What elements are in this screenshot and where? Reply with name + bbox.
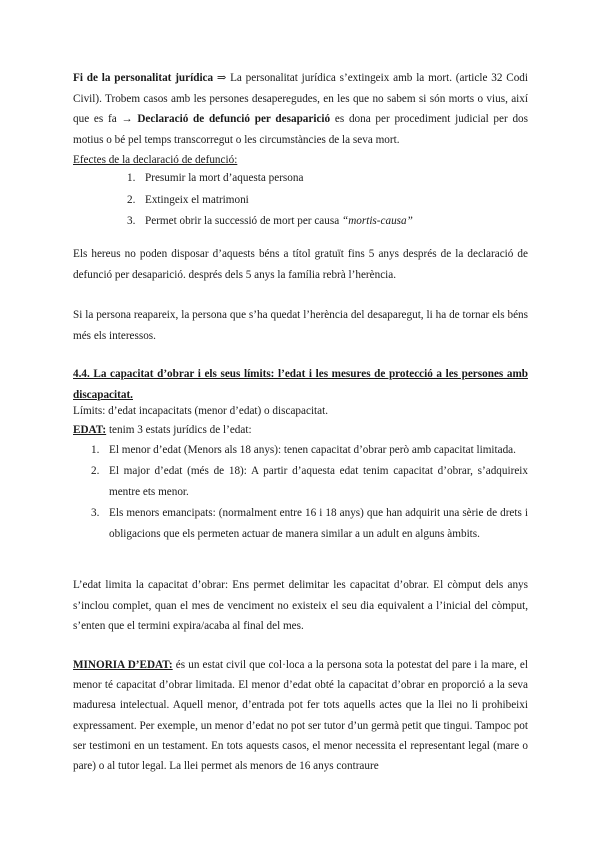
effects-list (127, 168, 535, 233)
edat-limita-paragraph: L’edat limita la capacitat d’obrar: Ens permet delimitar les capacitat d’obrar. El còmput dels anys s’inclou complet, quan el mes de venciment no existeix el seu dia equivalent a l’inicial del còmput, s’enten que el termini expira/acaba al final del mes. (73, 579, 528, 632)
minoria-label: MINORIA D’EDAT: (73, 659, 173, 671)
list-item: 1. El menor d’edat (Menors als 18 anys): tenen capacitat d’obrar però amb capacitat limitada. (91, 444, 516, 456)
list-item: 2. El major d’edat (més de 18): A partir d’aquesta edat tenim capacitat d’obrar, s’adquireix mentre ets menor. (91, 465, 528, 498)
minoria-paragraph (73, 655, 528, 776)
edat-label: EDAT: (73, 424, 107, 436)
effects-heading: Efectes de la declaració de defunció: (73, 154, 238, 166)
edat-text: tenim 3 estats jurídics de l’edat: (108, 424, 252, 436)
hereus-paragraph: Els hereus no poden disposar d’aquests béns a títol gratuït fins 5 anys després de la declaració de defunció per desaparició. després dels 5 anys la família rebrà l’herència. (73, 248, 528, 281)
reapareix-paragraph: Si la persona reapareix, la persona que s’ha quedat l’herència del desaparegut, li ha de tornar els béns més els interessos. (73, 309, 528, 342)
list-item: 3. Els menors emancipats: (normalment entre 16 i 18 anys) que han adquirit una sèrie de drets i obligacions que els permeten actuar de manera similar a un adult en alguns àmbits. (91, 507, 528, 540)
edat-list (91, 440, 528, 545)
edat-line (73, 420, 528, 441)
limits-line: Límits: d’edat incapacitats (menor d’edat) o discapacitat. (73, 405, 329, 417)
intro-text-1: La personalitat jurídica s’extingeix amb la mort. (article 32 Codi Civil). Trobem casos amb les persones desaperegudes, en les que no sabem si són morts o vius, així que es fa (73, 72, 528, 125)
intro-bold-term: Declaració de defunció per desaparició (137, 113, 331, 125)
intro-paragraph (73, 68, 528, 150)
intro-text-2: es dona per procediment judicial per dos motius o bé pel temps transcorregut o les circumstàncies de la seva mort. (73, 113, 528, 146)
arrow-double-icon: ⇒ (216, 72, 227, 84)
arrow-right-icon: → (121, 113, 133, 125)
intro-heading: Fi de la personalitat jurídica (73, 72, 214, 84)
minoria-text: és un estat civil que col·loca a la persona sota la potestat del pare i la mare, el menor té capacitat d’obrar limitada. El menor d’edat obté la capacitat d’obrar en proporció a la seva maduresa intelectual. Aquell menor, d’entrada pot fer tots aquells actes que la llei no li prohibeixi expressament. Per exemple, un menor d’edat no pot ser tutor d’un germà petit que tingui. Tampoc pot ser testimoni en un testament. En tots aquests casos, el menor necessita el representant legal (mare o pare) o al tutor legal. La llei permet als menors de 16 anys contraure (73, 659, 529, 773)
list-item: 3. Permet obrir la successió de mort per causa “mortis-causa” (127, 215, 413, 227)
list-item: 1. Presumir la mort d’aquesta persona (127, 172, 304, 184)
list-item: 2. Extingeix el matrimoni (127, 193, 249, 206)
section-title: 4.4. La capacitat d’obrar i els seus límits: l’edat i les mesures de protecció a les persones amb discapacitat. (73, 368, 528, 401)
